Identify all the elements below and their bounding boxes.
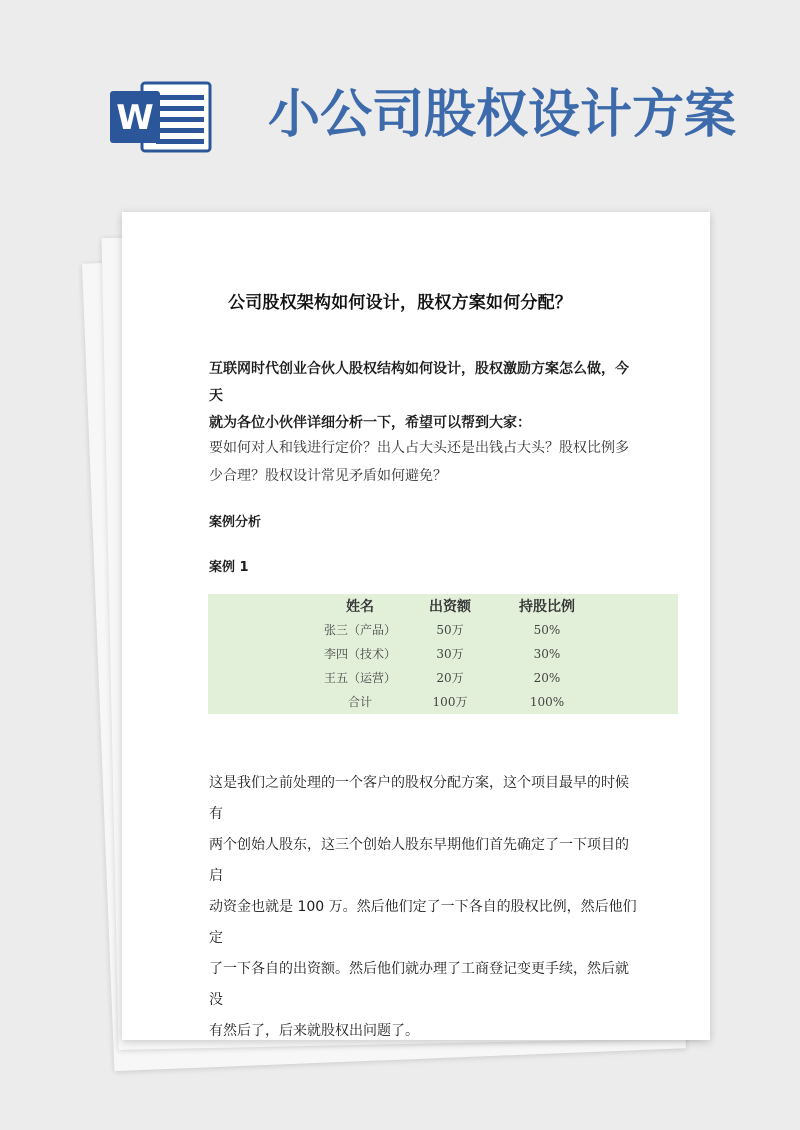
table-cell: 王五（运营）: [323, 671, 396, 685]
table-cell: 20万: [436, 671, 464, 685]
body-paragraph: [209, 768, 639, 1047]
body-line: 了一下各自的出资额。然后他们就办理了工商登记变更手续，然后就没: [209, 961, 629, 1008]
table-cell: 50万: [436, 623, 464, 637]
body-line: 有然后了，后来就股权出问题了。: [209, 1023, 419, 1039]
intro-paragraph: [209, 356, 629, 437]
question-paragraph: [209, 434, 629, 490]
body-line: 动资金也就是 100 万。然后他们定了一下各自的股权比例，然后他们定: [209, 899, 637, 946]
banner-title: 小公司股权设计方案: [268, 84, 737, 145]
table-header-cell: 持股比例: [519, 599, 575, 615]
table-header-row: [208, 595, 678, 619]
question-line: 少合理？股权设计常见矛盾如何避免？: [209, 468, 447, 484]
table-total-row: [208, 690, 678, 714]
word-logo-letter: W: [116, 98, 154, 138]
word-icon: [108, 79, 212, 155]
table-header-cell: 姓名: [346, 599, 374, 615]
table-row: [208, 642, 678, 666]
body-line: 两个创始人股东，这三个创始人股东早期他们首先确定了一下项目的启: [209, 837, 629, 884]
section-heading: 案例分析: [209, 515, 262, 530]
table-cell: 合计: [347, 695, 372, 709]
body-line: 这是我们之前处理的一个客户的股权分配方案，这个项目最早的时候有: [209, 775, 629, 822]
table-cell: 30%: [533, 647, 561, 661]
table-row: [208, 618, 678, 642]
document-title: 公司股权架构如何设计，股权方案如何分配？: [228, 293, 572, 313]
table-cell: 张三（产品）: [323, 623, 396, 637]
intro-line: 互联网时代创业合伙人股权结构如何设计，股权激励方案怎么做，今天: [209, 361, 629, 404]
case-heading: 案例 1: [209, 560, 249, 575]
table-cell: 30万: [436, 647, 464, 661]
table-header-cell: 出资额: [429, 599, 471, 615]
intro-line: 就为各位小伙伴详细分析一下，希望可以帮到大家：: [209, 415, 531, 431]
table-cell: 20%: [533, 671, 561, 685]
equity-table: [208, 594, 678, 714]
table-cell: 100万: [432, 695, 468, 709]
table-cell: 100%: [529, 695, 565, 709]
question-line: 要如何对人和钱进行定价？出人占大头还是出钱占大头？股权比例多: [209, 440, 629, 456]
table-cell: 李四（技术）: [323, 647, 396, 661]
table-cell: 50%: [533, 623, 561, 637]
table-row: [208, 666, 678, 690]
